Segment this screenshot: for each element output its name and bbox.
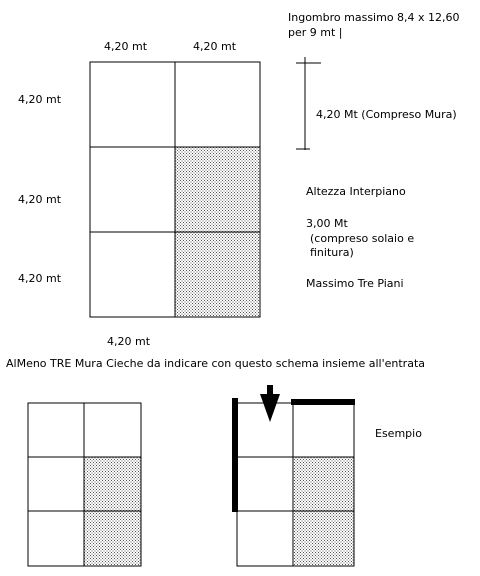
height-limit-text: per 9 mt bbox=[288, 26, 336, 39]
interfloor-label: Altezza Interpiano bbox=[306, 185, 406, 198]
blind-walls-instruction: AlMeno TRE Mura Cieche da indicare con questo schema insieme all'entrata bbox=[6, 357, 425, 370]
height-limit-label bbox=[288, 26, 343, 39]
example-label: Esempio bbox=[375, 427, 422, 440]
max-floors-label: Massimo Tre Piani bbox=[306, 277, 404, 290]
dimension-left-2: 4,20 mt bbox=[18, 193, 62, 206]
schema-cell-r3-c1 bbox=[28, 511, 84, 566]
dimension-top-left: 4,20 mt bbox=[104, 40, 148, 53]
schema-cell-r3-c2-hatched bbox=[84, 511, 141, 566]
schema-cell-r2-c2-hatched bbox=[84, 457, 141, 511]
height-dimension-line bbox=[296, 57, 321, 150]
dimension-left-3: 4,20 mt bbox=[18, 272, 62, 285]
interfloor-note-line-2: finitura) bbox=[310, 246, 354, 259]
example-cell-r3-c2-hatched bbox=[293, 511, 354, 566]
main-cell-r1-c2 bbox=[175, 62, 260, 147]
blind-wall-top bbox=[291, 399, 355, 405]
schema-cell-r1-c1 bbox=[28, 403, 84, 457]
main-plan-grid bbox=[90, 62, 260, 317]
main-cell-r3-c1 bbox=[90, 232, 175, 317]
blind-wall-left bbox=[232, 398, 238, 512]
schema-cell-r2-c1 bbox=[28, 457, 84, 511]
main-cell-r2-c2-hatched bbox=[175, 147, 260, 232]
example-cell-r2-c1 bbox=[237, 457, 293, 511]
example-grid bbox=[237, 403, 354, 566]
main-cell-r2-c1 bbox=[90, 147, 175, 232]
max-footprint-label: Ingombro massimo 8,4 x 12,60 bbox=[288, 11, 460, 24]
example-cell-r2-c2-hatched bbox=[293, 457, 354, 511]
example-cell-r1-c1 bbox=[237, 403, 293, 457]
dimension-top-right: 4,20 mt bbox=[193, 40, 237, 53]
interfloor-note-line-1: (compreso solaio e bbox=[310, 232, 415, 245]
wall-height-note: 4,20 Mt (Compreso Mura) bbox=[316, 108, 457, 121]
example-cell-r3-c1 bbox=[237, 511, 293, 566]
dimension-left-1: 4,20 mt bbox=[18, 93, 62, 106]
main-cell-r1-c1 bbox=[90, 62, 175, 147]
example-cell-r1-c2 bbox=[293, 403, 354, 457]
main-cell-r3-c2-hatched bbox=[175, 232, 260, 317]
dimension-bottom: 4,20 mt bbox=[107, 335, 151, 348]
schema-cell-r1-c2 bbox=[84, 403, 141, 457]
text-cursor: | bbox=[335, 26, 343, 39]
schema-grid bbox=[28, 403, 141, 566]
interfloor-value: 3,00 Mt bbox=[306, 217, 348, 230]
